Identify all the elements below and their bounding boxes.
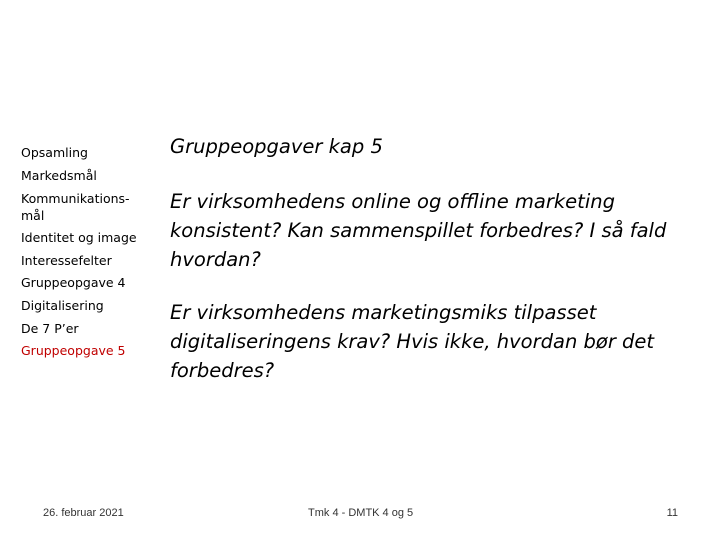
footer-title: Tmk 4 - DMTK 4 og 5 xyxy=(308,507,414,519)
sidebar-item-interessefelter: Interessefelter xyxy=(21,252,112,268)
sidebar-item-digitalisering: Digitalisering xyxy=(21,297,104,313)
sidebar-item-de-7-per: De 7 P’er xyxy=(21,320,79,336)
slide-content xyxy=(170,132,690,409)
question-1: Er virksomhedens online og offline marketing konsistent? Kan sammenspillet forbedres? I så fald hvordan? xyxy=(170,190,667,271)
sidebar-item-gruppeopgave-4: Gruppeopgave 4 xyxy=(21,275,126,291)
question-2: Er virksomhedens marketingsmiks tilpasset digitaliseringens krav? Hvis ikke, hvordan bør det forbedres? xyxy=(170,301,655,382)
sidebar-item-gruppeopgave-5: Gruppeopgave 5 xyxy=(21,343,126,359)
sidebar-item-kommunikationsmaal: Kommunikations- mål xyxy=(21,191,130,224)
sidebar-agenda xyxy=(21,142,151,363)
page-number: 11 xyxy=(666,507,678,519)
sidebar-item-markedsmaal: Markedsmål xyxy=(21,167,97,183)
slide-heading: Gruppeopgaver kap 5 xyxy=(170,135,383,158)
sidebar-item-identitet-og-image: Identitet og image xyxy=(21,230,137,246)
sidebar-item-opsamling: Opsamling xyxy=(21,145,88,160)
footer-date: 26. februar 2021 xyxy=(43,507,124,519)
